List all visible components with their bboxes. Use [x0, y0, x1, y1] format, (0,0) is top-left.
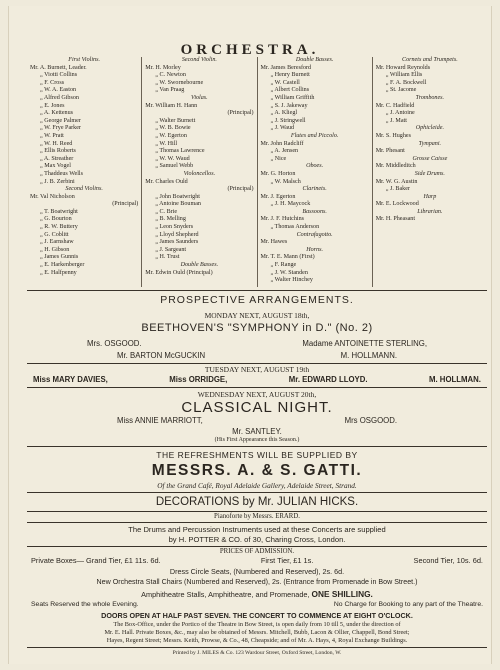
- player-name: „ W. Hill: [155, 140, 178, 147]
- librarian-list: [376, 216, 484, 224]
- section-heading: Clarinets.: [302, 186, 327, 193]
- player-name: Mr. H. Morley: [145, 64, 181, 71]
- player-name: „ E. Halfpenny: [40, 269, 77, 276]
- printer-line: Printed by J. MILES & Co. 123 Wardour Street, Oxford Street, London, W.: [172, 650, 342, 656]
- monday-title: BEETHOVEN'S "SYMPHONY in D." (No. 2): [141, 322, 373, 334]
- double-basses-list: [261, 65, 369, 133]
- player-name: „ W. H. Reed: [40, 140, 73, 147]
- divider: [27, 290, 487, 291]
- price-item: Private Boxes— Grand Tier, £1 11s. 6d.: [31, 556, 161, 565]
- cornets-list: [376, 65, 484, 95]
- section-heading: Trombones.: [415, 94, 445, 101]
- prices-row2: Dress Circle Seats, (Numbered and Reserved), 2s. 6d.: [169, 567, 345, 576]
- player-name: „ A. Kliegl: [270, 110, 298, 117]
- section-heading: Second Violin.: [181, 57, 217, 63]
- box-office-line1: The Box-Office, under the Portico of the Theatre in Bow Street, is open daily from 10 till 5, under the direction of: [113, 621, 401, 628]
- section-heading: Bassoons.: [302, 208, 327, 215]
- player-name: Mr. Phesant: [375, 148, 405, 155]
- player-name: „ Thomas Lawrence: [155, 148, 205, 155]
- player-name: Mr. William H. Hann: [145, 102, 198, 109]
- second-violins-list: [30, 209, 138, 277]
- player-name: „ St. Jacome: [385, 87, 417, 94]
- player-name: „ W. Pratt: [40, 132, 64, 139]
- player-name: „ G. Bourton: [40, 216, 72, 223]
- player-name: „ Lloyd Shepherd: [155, 231, 199, 238]
- section-heading: First Violins.: [68, 57, 100, 63]
- section-heading: Ophicleide.: [415, 125, 444, 132]
- ophicleide-list: [376, 133, 484, 141]
- section-heading: Harp: [423, 193, 437, 200]
- prices-row4: [27, 589, 487, 599]
- player-name: „ James Saunders: [155, 239, 199, 246]
- player-name: Mr. J. F. Hutchins: [260, 216, 305, 223]
- roster-column-4: [372, 57, 487, 287]
- player-name: „ W. Castell: [270, 79, 300, 86]
- performer: M. HOLLMANN.: [340, 351, 397, 360]
- player-name: „ W. Frye Parker: [40, 125, 81, 132]
- player-name: „ J. Earnshaw: [40, 239, 74, 246]
- player-name: „ J. Sargeant: [155, 246, 187, 253]
- section-heading: Double Basses.: [180, 262, 219, 269]
- section-heading: Horns.: [306, 246, 323, 253]
- monday-performers-row2: [27, 351, 487, 360]
- player-name: „ Max Vogel: [40, 163, 71, 170]
- section-heading: Grosse Caisse: [412, 155, 448, 162]
- player-name: „ J. Waud: [270, 125, 295, 132]
- player-name: „ Thomas Anderson: [270, 224, 320, 231]
- player-name: Mr. Hawes: [260, 239, 288, 246]
- flutes-list: [261, 141, 369, 164]
- player-name: Mr. S. Hughes: [375, 132, 411, 139]
- player-name: „ R. W. Buttery: [40, 224, 78, 231]
- wednesday-date: WEDNESDAY NEXT, AUGUST 20th,: [197, 390, 317, 399]
- tuesday-date: TUESDAY NEXT, AUGUST 19th: [204, 365, 310, 374]
- first-violins-list: [30, 65, 138, 187]
- price-item: ONE SHILLING.: [311, 589, 373, 599]
- player-name: „ William Griffith: [270, 94, 315, 101]
- player-name: „ W. A. Easton: [40, 87, 77, 94]
- doors-line: DOORS OPEN AT HALF PAST SEVEN. THE CONCERT TO COMMENCE AT EIGHT O'CLOCK.: [101, 611, 413, 620]
- prices-row5: [27, 601, 487, 608]
- divider: [27, 546, 487, 547]
- wednesday-title: CLASSICAL NIGHT.: [181, 399, 333, 416]
- player-name: „ Henry Burnett: [270, 72, 310, 79]
- player-name: Mr. A. Burnett, Leader.: [30, 64, 87, 71]
- divider: [27, 511, 487, 512]
- divider: [27, 363, 487, 364]
- performer: Mrs OSGOOD.: [344, 416, 397, 425]
- price-item: Second Tier, 10s. 6d.: [413, 556, 483, 565]
- section-heading: Librarian.: [417, 208, 443, 215]
- trombones-list: [376, 103, 484, 126]
- orchestra-title: ORCHESTRA.: [180, 42, 320, 58]
- section-heading: Second Violins.: [65, 186, 103, 193]
- player-name: „ J. Antoine: [385, 110, 415, 117]
- performer: Miss ANNIE MARRIOTT,: [117, 416, 203, 425]
- player-name: „ J. B. Zerbini: [40, 178, 75, 185]
- section-heading: Cornets and Trumpets.: [402, 57, 458, 63]
- section-heading: Double Basses.: [295, 57, 334, 63]
- horns-list: [261, 254, 369, 284]
- note: No Charge for Booking to any part of the Theatre.: [333, 601, 483, 608]
- roster-column-3: [257, 57, 372, 287]
- player-name: „ Walter Hinchey: [270, 277, 313, 284]
- performer: Mr. EDWARD LLOYD.: [288, 375, 368, 384]
- section-heading: Flutes and Piccolo.: [290, 132, 339, 139]
- player-name: Mr. James Beresford: [260, 64, 312, 71]
- principal-label: (Principal): [227, 186, 254, 193]
- player-name: „ T. Boatwright: [40, 208, 78, 215]
- player-name: Mr. John Radcliff: [260, 140, 304, 147]
- monday-performers-row1: [27, 339, 487, 348]
- divider: [27, 647, 487, 648]
- prices-row1: [27, 556, 487, 565]
- player-name: Mr. Charles Ould: [145, 178, 188, 185]
- player-name: Mr. E. Lockwood: [375, 201, 419, 208]
- player-name: „ J. Stringwell: [270, 117, 306, 124]
- player-name: „ B. Melling: [155, 216, 186, 223]
- tympani-list: [376, 148, 484, 156]
- wednesday-note: (His First Appearance this Season.): [214, 437, 300, 443]
- player-name: „ Antoine Bouman: [155, 201, 201, 208]
- performer: Mr. BARTON McGUCKIN: [117, 351, 206, 360]
- player-name: „ C. Brie: [155, 208, 178, 215]
- note: Seats Reserved the whole Evening.: [31, 601, 139, 608]
- player-name: „ Alfred Gibson: [40, 94, 79, 101]
- side-drums-list: [376, 179, 484, 194]
- player-name: Mr. Howard Reynolds: [375, 64, 431, 71]
- divider: [27, 446, 487, 447]
- section-heading: Oboes.: [306, 163, 324, 170]
- price-item: First Tier, £1 1s.: [260, 556, 314, 565]
- player-name: „ James Gunnis: [40, 254, 79, 261]
- oboes-list: [261, 171, 369, 186]
- player-name: Mr. J. Egerton: [260, 193, 296, 200]
- box-office-line3: Hayes, Regent Street; Messrs. Keith, Prowse, & Co., 48, Cheapside; and of Mr. A. Hays, 4, Royal Exchange Buildings.: [106, 637, 408, 644]
- wednesday-performers: [27, 416, 487, 425]
- player-name: „ J. W. Standen: [270, 269, 308, 276]
- player-name: „ George Palmer: [40, 117, 81, 124]
- contrafagotto-list: [261, 239, 369, 247]
- performer: Madame ANTOINETTE STERLING,: [302, 339, 427, 348]
- player-name: „ Leon Snyders: [155, 224, 194, 231]
- grosse-caisse-list: [376, 163, 484, 171]
- player-name: „ A. Streather: [40, 155, 74, 162]
- roster-column-1: [27, 57, 141, 287]
- prices-row3: New Orchestra Stall Chairs (Numbered and Reserved), 2s. (Entrance from Promenade in Bow Street.): [96, 578, 418, 586]
- player-name: „ A. Jensen: [270, 148, 299, 155]
- section-heading: Tympani.: [418, 140, 442, 147]
- player-name: „ Van Praag: [155, 87, 185, 94]
- player-name: „ J. Baker: [385, 186, 410, 193]
- orchestra-roster: [27, 57, 487, 287]
- section-heading: Violas.: [191, 94, 208, 101]
- player-name: „ F. A. Bockwell: [385, 79, 427, 86]
- performer: Miss ORRIDGE,: [169, 375, 228, 384]
- player-name: „ W. Egerton: [155, 132, 187, 139]
- player-name: „ Walter Burnett: [155, 117, 196, 124]
- tuesday-performers: [27, 375, 487, 384]
- player-name: Mr. C. Hadfield: [375, 102, 415, 109]
- second-violin-list: [145, 65, 253, 95]
- monday-date: MONDAY NEXT, AUGUST 18th,: [204, 311, 310, 320]
- clarinets-list: [261, 194, 369, 209]
- player-name: „ Nice: [270, 155, 287, 162]
- programme-page: [8, 6, 492, 664]
- section-heading: Side Drums.: [414, 170, 445, 177]
- divider: [27, 387, 487, 388]
- player-name: „ E. Jones: [40, 102, 65, 109]
- refreshments-line3: Of the Grand Café, Royal Adelaide Gallery, Adelaide Street, Strand.: [157, 481, 357, 490]
- player-name: „ G. Coblitt: [40, 231, 69, 238]
- player-name: „ W. Malsch: [270, 178, 301, 185]
- player-name: „ J. H. Maycock: [270, 201, 311, 208]
- player-name: „ E. Harkenberger: [40, 262, 85, 269]
- player-name: Mr. Middleditch: [375, 163, 416, 170]
- drums-line1: The Drums and Percussion Instruments used at these Concerts are supplied: [128, 525, 386, 534]
- player-name: „ J. Matt: [385, 117, 407, 124]
- principal-label: (Principal): [227, 110, 254, 117]
- player-name: „ H. Trust: [155, 254, 180, 261]
- roster-column-2: [141, 57, 256, 287]
- divider: [27, 522, 487, 523]
- player-name: „ F. Range: [270, 262, 297, 269]
- performer: Miss MARY DAVIES,: [33, 375, 108, 384]
- refreshments-line1: THE REFRESHMENTS WILL BE SUPPLIED BY: [156, 450, 358, 460]
- player-name: „ C. Newton: [155, 72, 186, 79]
- player-name: „ W. Swornebourne: [155, 79, 204, 86]
- player-name: „ F. Cross: [40, 79, 65, 86]
- principal-label: (Principal): [112, 201, 139, 208]
- section-heading: Contrafagotto.: [296, 231, 333, 238]
- decorations-line: DECORATIONS by Mr. JULIAN HICKS.: [155, 496, 359, 508]
- player-name: „ Albert Collins: [270, 87, 310, 94]
- wednesday-performer: Mr. SANTLEY.: [232, 427, 282, 436]
- player-name: „ S. J. Jakeway: [270, 102, 308, 109]
- harp-list: [376, 201, 484, 209]
- prices-heading: PRICES OF ADMISSION.: [219, 548, 295, 555]
- player-name: „ John Boatwright: [155, 193, 200, 200]
- prospective-title: PROSPECTIVE ARRANGEMENTS.: [160, 294, 354, 306]
- section-heading: Violoncellos.: [183, 170, 216, 177]
- player-name: „ W. W. Waud: [155, 155, 190, 162]
- player-name: Mr. Edwin Ould (Principal): [145, 269, 213, 276]
- violas-list: [145, 118, 253, 171]
- violoncellos-list: [145, 194, 253, 262]
- bassoons-list: [261, 216, 369, 231]
- performer: M. HOLLMAN.: [428, 375, 481, 384]
- player-name: „ Ellis Roberts: [40, 148, 76, 155]
- player-name: Mr. Val Nicholson: [30, 193, 75, 200]
- performer: Mrs. OSGOOD.: [87, 339, 142, 348]
- player-name: „ Viotti Collins: [40, 72, 78, 79]
- player-name: „ A. Kettenus: [40, 110, 74, 117]
- divider: [27, 492, 487, 493]
- player-name: Mr. G. Horton: [260, 170, 296, 177]
- price-item: Amphitheatre Stalls, Amphitheatre, and Promenade,: [141, 590, 310, 599]
- player-name: „ Thaddeus Wells: [40, 170, 83, 177]
- player-name: „ William Ellis: [385, 72, 423, 79]
- player-name: Mr. T. E. Mann (First): [260, 254, 315, 261]
- box-office-line2: Mr. E. Hall. Private Boxes, &c., may also be obtained of Messrs. Mitchell, Bubb, Lacon & Ollier, Chappell, Bond Street;: [104, 629, 410, 636]
- refreshments-line2: MESSRS. A. & S. GATTI.: [151, 462, 363, 479]
- player-name: Mr. W. G. Austin: [375, 178, 418, 185]
- player-name: „ Samuel Webb: [155, 163, 194, 170]
- drums-line2: by H. POTTER & CO. of 30, Charing Cross, London.: [168, 535, 346, 544]
- pianoforte-line: Pianoforte by Messrs. ERARD.: [214, 513, 300, 520]
- player-name: „ H. Gibson: [40, 246, 70, 253]
- player-name: „ W. B. Bowie: [155, 125, 191, 132]
- player-name: Mr. H. Pheasant: [375, 216, 416, 223]
